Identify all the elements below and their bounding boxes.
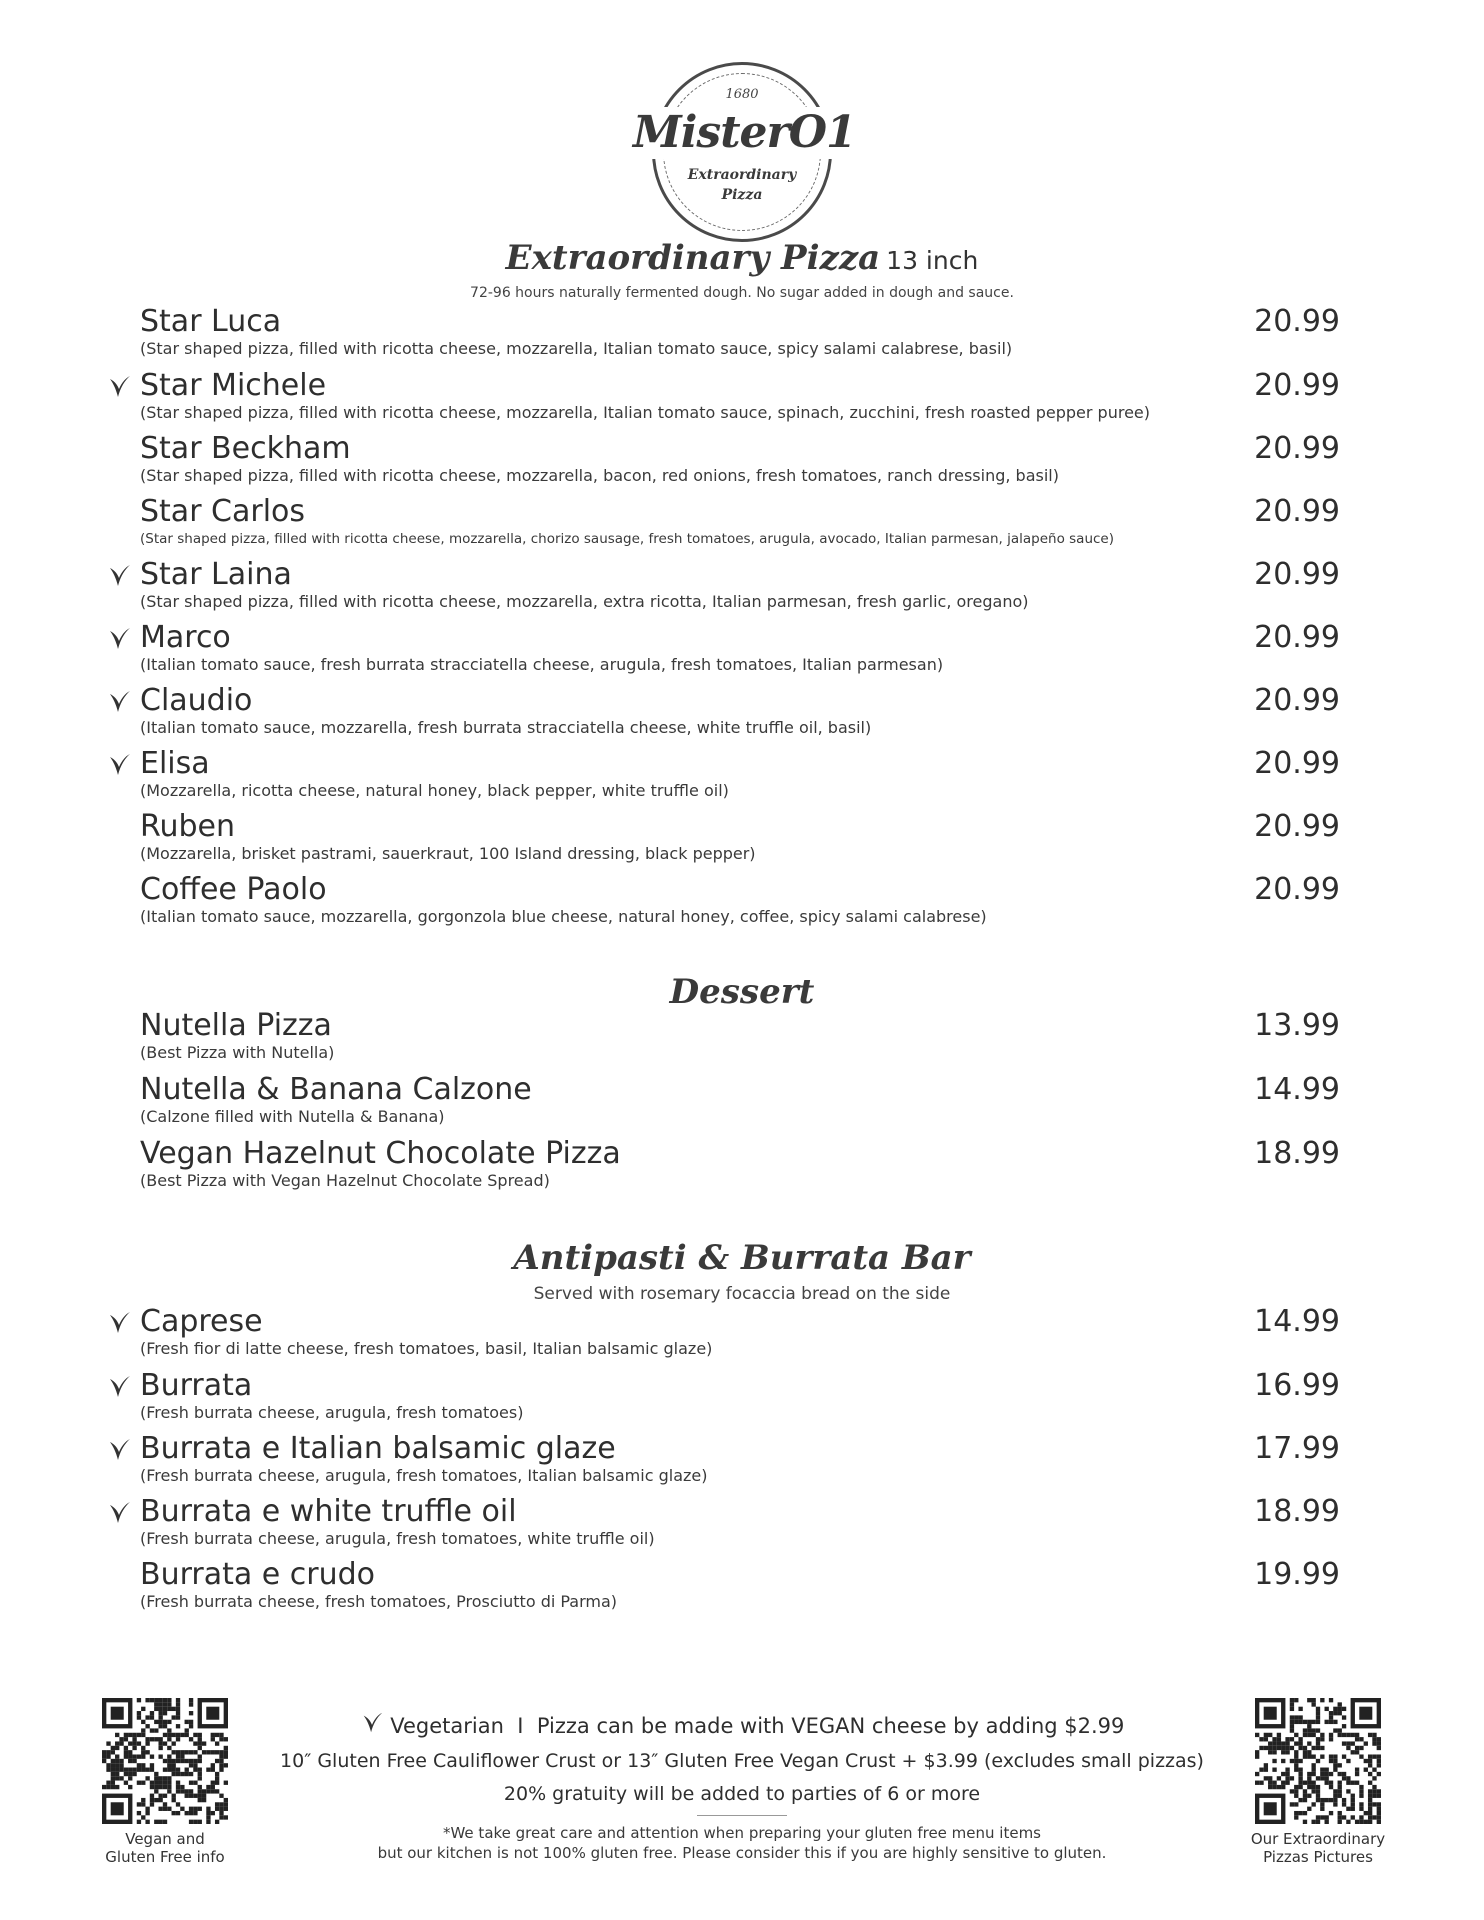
vegetarian-leaf-icon [106,1373,132,1401]
menu-item [140,432,1340,486]
menu-item [140,495,1340,549]
menu-item-price: 20.99 [1254,431,1340,466]
menu-item-name: Nutella Pizza [140,1008,332,1043]
antipasti-section-heading: Antipasti & Burrata Bar [513,1238,971,1278]
menu-item-price: 18.99 [1254,1494,1340,1529]
menu-item-name: Star Beckham [140,431,351,466]
footer-divider [697,1815,787,1816]
menu-item-price: 13.99 [1254,1008,1340,1043]
pizza-section-note: 72-96 hours naturally fermented dough. No sugar added in dough and sauce. [470,285,1014,301]
pizza-section-heading: Extraordinary Pizza [505,238,881,278]
logo-year: 1680 [725,87,759,102]
menu-item-description: (Mozzarella, brisket pastrami, sauerkraut, 100 Island dressing, black pepper) [140,844,756,863]
menu-item-price: 14.99 [1254,1304,1340,1339]
menu-item [140,1073,1340,1127]
gluten-disclaimer-line1: *We take great care and attention when preparing your gluten free menu items [442,1824,1041,1842]
menu-item-description: (Star shaped pizza, filled with ricotta cheese, mozzarella, Italian tomato sauce, spicy salami calabrese, basil) [140,339,1013,358]
qr-right-caption-line1: Our Extraordinary [1250,1830,1386,1848]
menu-item-description: (Italian tomato sauce, mozzarella, fresh burrata stracciatella cheese, white truffle oil, basil) [140,718,872,737]
menu-item-name: Star Luca [140,304,282,339]
qr-right-caption-line2: Pizzas Pictures [1263,1848,1373,1866]
menu-item-name: Marco [140,620,231,655]
antipasti-section-title [0,1238,1484,1278]
menu-item-description: (Calzone filled with Nutella & Banana) [140,1107,445,1126]
dessert-section-heading: Dessert [669,972,815,1012]
gratuity-note: 20% gratuity will be added to parties of 6 or more [503,1783,981,1805]
logo-tagline-line1: Extraordinary [687,167,797,183]
menu-item-name: Star Carlos [140,494,306,529]
menu-item-name: Star Michele [140,368,327,403]
menu-item-description: (Star shaped pizza, filled with ricotta cheese, mozzarella, Italian tomato sauce, spinach, zucchini, fresh roasted pepper puree) [140,403,1150,422]
menu-item-description: (Fresh burrata cheese, arugula, fresh tomatoes, Italian balsamic glaze) [140,1466,708,1485]
vegan-cheese-note: Pizza can be made with VEGAN cheese by adding $2.99 [536,1714,1125,1738]
menu-item [140,1432,1340,1486]
menu-item-name: Vegan Hazelnut Chocolate Pizza [140,1136,621,1171]
menu-item-description: (Mozzarella, ricotta cheese, natural honey, black pepper, white truffle oil) [140,781,729,800]
menu-item-description: (Italian tomato sauce, mozzarella, gorgonzola blue cheese, natural honey, coffee, spicy salami calabrese) [140,907,987,926]
menu-item [140,369,1340,423]
menu-item [140,810,1340,864]
vegetarian-leaf-icon [106,373,132,401]
menu-item [140,558,1340,612]
restaurant-logo [633,62,856,242]
qr-left-caption-line2: Gluten Free info [105,1848,225,1866]
gluten-disclaimer-line2: but our kitchen is not 100% gluten free. Please consider this if you are highly sensitive to gluten. [377,1844,1107,1862]
menu-item-price: 14.99 [1254,1072,1340,1107]
menu-item-name: Coffee Paolo [140,872,327,907]
vegetarian-leaf-icon [106,688,132,716]
antipasti-section-note: Served with rosemary focaccia bread on the side [533,1284,951,1304]
menu-item [140,684,1340,738]
logo-tagline-line2: Pizza [721,187,763,203]
menu-item [140,1369,1340,1423]
menu-item [140,747,1340,801]
menu-item-price: 20.99 [1254,304,1340,339]
menu-item [140,1305,1340,1359]
menu-item-name: Star Laina [140,557,292,592]
dessert-section-title [0,972,1484,1012]
menu-item [140,305,1340,359]
menu-item [140,1495,1340,1549]
menu-item-description: (Fresh burrata cheese, arugula, fresh tomatoes) [140,1403,524,1422]
menu-item-description: (Star shaped pizza, filled with ricotta cheese, mozzarella, extra ricotta, Italian parmesan, fresh garlic, oregano) [140,592,1029,611]
menu-item-name: Burrata e crudo [140,1557,376,1592]
menu-item-name: Burrata [140,1368,253,1403]
menu-item-description: (Best Pizza with Nutella) [140,1043,335,1062]
menu-item-description: (Fresh burrata cheese, arugula, fresh tomatoes, white truffle oil) [140,1529,655,1548]
menu-item-price: 19.99 [1254,1557,1340,1592]
vegetarian-leaf-icon [106,625,132,653]
menu-item [140,1558,1340,1612]
logo-tagline [655,165,829,205]
menu-item-price: 16.99 [1254,1368,1340,1403]
menu-item-name: Claudio [140,683,253,718]
vegetarian-leaf-icon [106,1499,132,1527]
menu-item-price: 20.99 [1254,809,1340,844]
menu-item-name: Burrata e white truffle oil [140,1494,517,1529]
menu-item-price: 20.99 [1254,494,1340,529]
menu-item-name: Ruben [140,809,236,844]
pizza-size-label: 13 inch [886,246,979,275]
menu-item-price: 20.99 [1254,368,1340,403]
pizza-section-title [0,238,1484,278]
vegetarian-leaf-icon [106,562,132,590]
menu-item-name: Elisa [140,746,210,781]
menu-item-description: (Italian tomato sauce, fresh burrata stracciatella cheese, arugula, fresh tomatoes, Italian parmesan) [140,655,944,674]
menu-item [140,1009,1340,1063]
menu-item [140,873,1340,927]
menu-item-name: Caprese [140,1304,263,1339]
footer-vegetarian-line [0,1710,1484,1738]
vegetarian-leaf-icon [360,1710,384,1736]
vegetarian-leaf-icon [106,751,132,779]
menu-item-name: Nutella & Banana Calzone [140,1072,532,1107]
menu-item-description: (Best Pizza with Vegan Hazelnut Chocolate Spread) [140,1171,550,1190]
gluten-disclaimer [0,1823,1484,1863]
menu-item-description: (Star shaped pizza, filled with ricotta cheese, mozzarella, chorizo sausage, fresh tomatoes, arugula, avocado, Italian parmesan, jalapeño sauce) [140,531,1115,547]
menu-item-price: 20.99 [1254,683,1340,718]
menu-item-price: 18.99 [1254,1136,1340,1171]
menu-item-description: (Star shaped pizza, filled with ricotta cheese, mozzarella, bacon, red onions, fresh tomatoes, ranch dressing, basil) [140,466,1059,485]
vegetarian-leaf-icon [106,1436,132,1464]
footer-separator: I [517,1714,524,1738]
logo-name: MisterO1 [633,107,856,158]
menu-item-price: 20.99 [1254,620,1340,655]
menu-item-name: Burrata e Italian balsamic glaze [140,1431,616,1466]
menu-item-price: 20.99 [1254,872,1340,907]
menu-item [140,1137,1340,1191]
menu-item-description: (Fresh fior di latte cheese, fresh tomatoes, basil, Italian balsamic glaze) [140,1339,713,1358]
qr-left-caption-line1: Vegan and [125,1830,205,1848]
vegetarian-leaf-icon [106,1309,132,1337]
menu-item [140,621,1340,675]
menu-item-price: 20.99 [1254,557,1340,592]
menu-item-price: 17.99 [1254,1431,1340,1466]
gluten-free-note: 10″ Gluten Free Cauliflower Crust or 13″ Gluten Free Vegan Crust + $3.99 (excludes small pizzas) [280,1750,1204,1772]
vegetarian-legend-label: Vegetarian [390,1714,504,1738]
menu-item-description: (Fresh burrata cheese, fresh tomatoes, Prosciutto di Parma) [140,1592,618,1611]
menu-item-price: 20.99 [1254,746,1340,781]
